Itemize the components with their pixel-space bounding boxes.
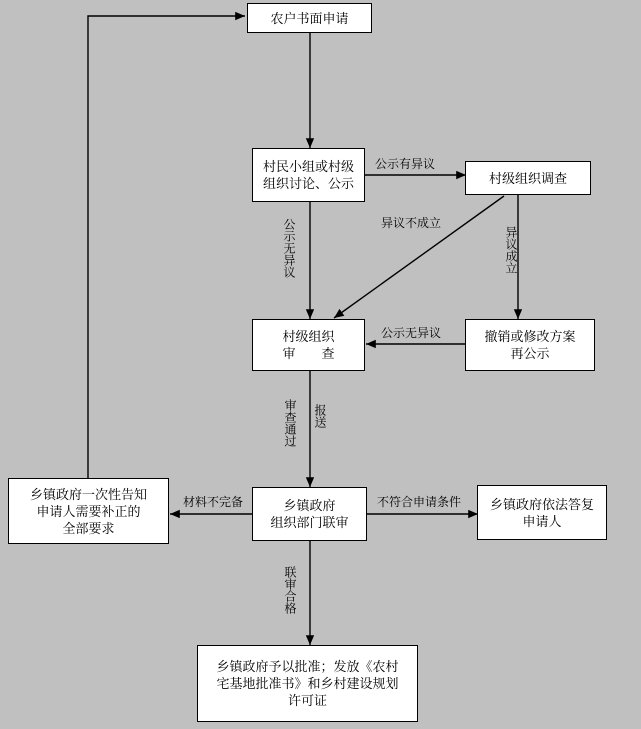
node-town-inform-line-2: 申请人需要补正的: [36, 503, 141, 519]
node-town-reply-line-2: 申请人: [522, 513, 562, 529]
node-apply-line-1: 农户书面申请: [270, 10, 349, 26]
edge-label-objection-fail: 异议不成立: [381, 216, 442, 230]
edge-label-joint-pass: 联审合格: [283, 566, 297, 614]
node-town-inform: [8, 478, 169, 544]
node-town-inform-line-1: 乡镇政府一次性告知: [29, 486, 147, 502]
node-approve-line-2: 宅基地批准书》和乡村建设规划: [216, 676, 399, 691]
edge-label-objection-yes: 公示有异议: [375, 157, 436, 171]
node-village-review-line-1: 村级组织: [282, 329, 335, 344]
node-group-discuss-line-2: 组织讨论、公示: [262, 176, 354, 191]
node-town-reply: [477, 485, 607, 540]
node-village-investigation: [465, 161, 591, 195]
edge-label-objection-none-2: 公示无异议: [381, 326, 442, 340]
node-town-joint-review-line-2: 组织部门联审: [270, 515, 349, 530]
edge-label-objection-ok: 异议成立: [504, 226, 518, 274]
node-town-joint-review: [252, 487, 367, 541]
node-village-investigation-line-1: 村级组织调查: [488, 170, 567, 186]
edge-label-material-incomplete: 材料不完备: [183, 495, 244, 509]
node-town-reply-line-1: 乡镇政府依法答复: [489, 496, 594, 512]
edge-label-submit: 报送: [313, 404, 327, 428]
node-approve-line-3: 许可证: [287, 693, 327, 708]
edge-label-objection-none-1: 公示无异议: [282, 218, 296, 278]
node-town-inform-line-3: 全部要求: [62, 520, 115, 536]
node-revoke-modify: [465, 319, 595, 371]
node-village-review: [252, 319, 365, 371]
node-town-joint-review-line-1: 乡镇政府: [283, 498, 336, 513]
node-group-discuss: [252, 148, 365, 202]
node-revoke-modify-line-1: 撤销或修改方案: [484, 329, 576, 344]
node-group-discuss-line-1: 村民小组或村级: [262, 159, 354, 174]
edge-label-not-qualified: 不符合申请条件: [377, 495, 462, 509]
edge-label-review-pass: 审查通过: [283, 399, 297, 447]
node-apply: [247, 3, 372, 33]
node-revoke-modify-line-2: 再公示: [510, 346, 550, 361]
node-approve: [197, 645, 418, 722]
node-approve-line-1: 乡镇政府予以批准；发放《农村: [216, 659, 399, 674]
node-village-review-line-2: 审 查: [282, 346, 335, 361]
